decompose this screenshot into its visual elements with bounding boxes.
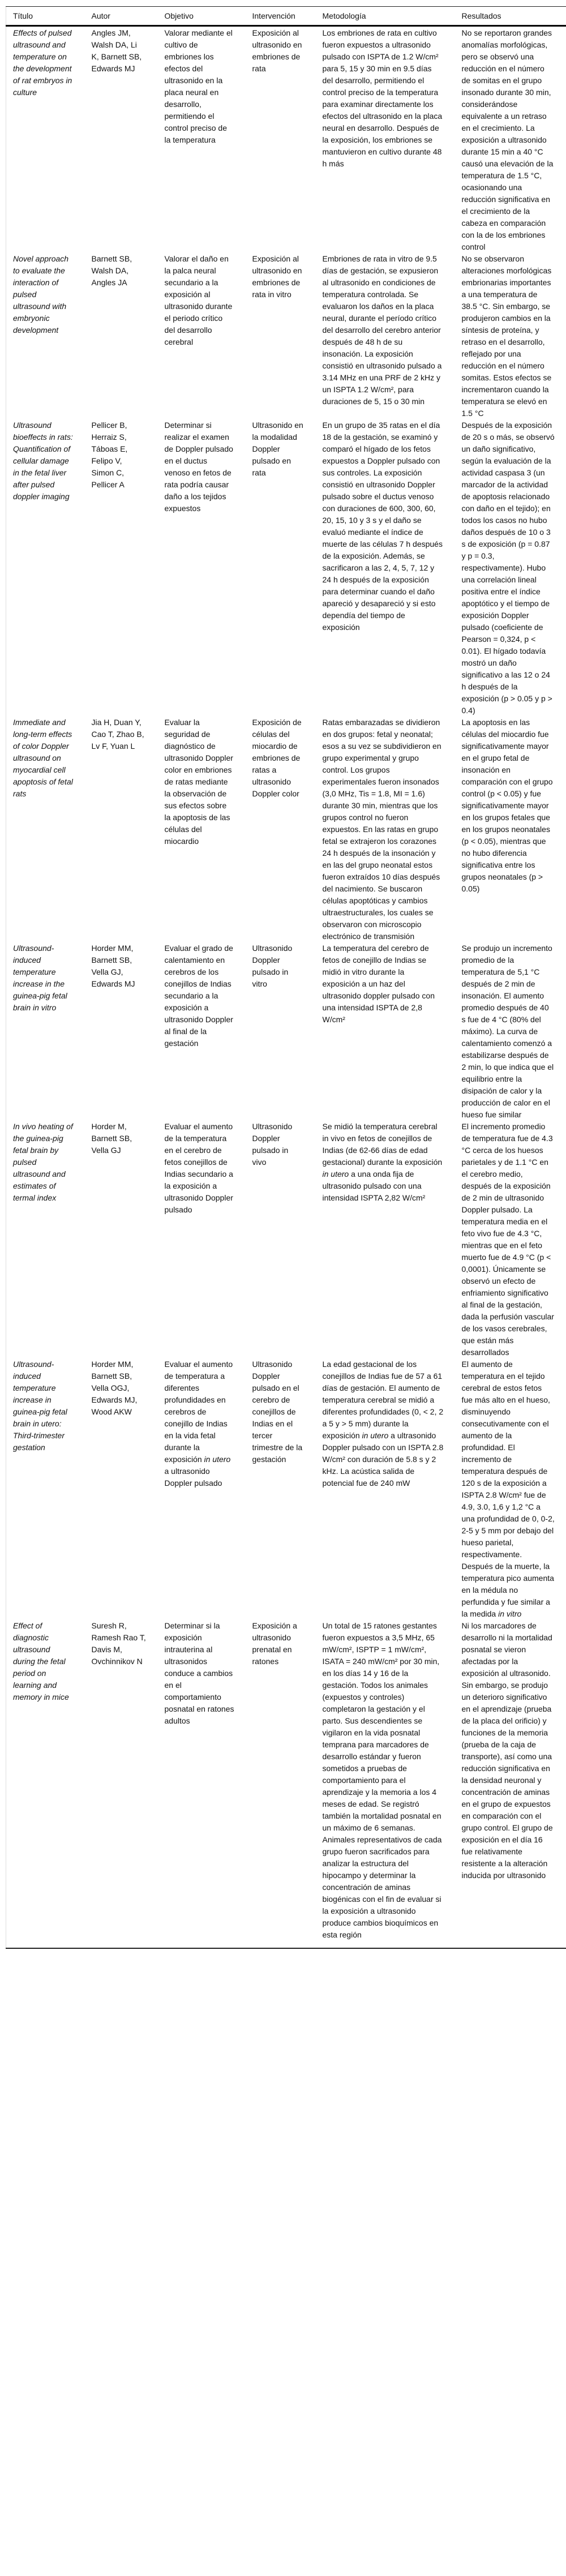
header-intervencion: Intervención [246,7,316,26]
cell-objetivo: Evaluar el grado de calentamiento en cerebros de los conejillos de Indias secundario a la exposición a ultrasonido Doppler al final de la gestación [164,944,233,1048]
cell-resultados: Después de la exposición de 20 s o más, se observó un daño significativo, según la evaluación de la actividad caspasa 3 (un marcador de la actividad de apoptosis relacionado con daño en el tejido); en todos los casos no hubo daños después de 10 o 3 s de exposición (p = 0.87 y p = 0.3, respectivamente). Hubo una correlación lineal positiva entre el índice apoptótico y el tiempo de exposición Doppler pulsado (coeficiente de Pearson = 0,324, p < 0.01). El hígado todavía mostró un daño significativo a las 12 o 24 h después de la exposición (p > 0.05 y p > 0.4) [461,421,555,715]
table-body [6,26,566,1949]
cell-titulo: Effects of pulsed ultrasound and temperature on the development of rat embryos in culture [13,28,72,97]
cell-autor: Angles JM, Walsh DA, Li K, Barnett SB, Edwards MJ [91,28,142,73]
cell-intervencion: Exposición de células del miocardio de embriones de ratas a ultrasonido Doppler color [252,718,302,798]
italic-term: in utero [204,1455,231,1464]
cell-intervencion: Ultrasonido en la modalidad Doppler pulsado en rata [252,421,303,477]
cell-objetivo: Determinar si realizar el examen de Doppler pulsado en el ductus venoso en fetos de rata podría causar daño a los tejidos expuestos [164,421,233,513]
cell-intervencion: Exposición a ultrasonido prenatal en ratones [252,1621,297,1666]
cell-autor: Horder MM, Barnett SB, Vella GJ, Edwards MJ [91,944,135,988]
cell-resultados: La apoptosis en las células del miocardio fue significativamente mayor en el grupo fetal de insonación en comparación con el grupo control (p < 0.05) y fue significativamente mayor en los grupos fetales que en los grupos neonatales (p < 0.05), mientras que no hubo diferencia significativa entre los grupos neonatales (p > 0.05) [461,718,553,893]
table-row [6,253,566,419]
cell-metodologia: Ratas embarazadas se dividieron en dos grupos: fetal y neonatal; esos a su vez se subdividieron en grupo experimental y grupo control. Los grupos experimentales fueron insonados (3,0 MHz, Tis = 1.8, MI = 1.6) durante 30 min, mientras que los grupos control no fueron expuestos. En las ratas en grupo fetal se extrajeron los corazones 24 h después de la insonación y en las del grupo neonatal estos fueron extraídos 10 días después del nacimiento. Se buscaron células apoptóticas y cambios ultraestructurales, los cuales se observaron con microscopio electrónico de transmisión [322,718,441,941]
cell-objetivo: Evaluar el aumento de la temperatura en el cerebro de fetos conejillos de Indias secundario a la exposición a ultrasonido Doppler pulsado [164,1122,233,1214]
header-titulo: Título [6,7,85,26]
table-row [6,26,566,254]
cell-autor: Barnett SB, Walsh DA, Angles JA [91,254,132,287]
table-row [6,1620,566,1948]
table-row [6,942,566,1121]
cell-objetivo: Determinar si la exposición intrauterina al ultrasonidos conduce a cambios en el comportamiento posnatal en ratones adultos [164,1621,234,1725]
cell-autor: Jia H, Duan Y, Cao T, Zhao B, Lv F, Yuan L [91,718,144,751]
cell-metodologia: Un total de 15 ratones gestantes fueron expuestos a 3,5 MHz, 65 mW/cm², ISPTP = 1 mW/cm², ISATA = 240 mW/cm² por 30 min, en los días 14 y 16 de la gestación. Todos los animales (expuestos y controles) completaron la gestación y el parto. Sus descendientes se vigilaron en la vida posnatal temprana para marcadores de desarrollo estándar y fueron sometidos a pruebas de comportamiento para el aprendizaje y la memoria a los 4 meses de edad. Se registró también la mortalidad posnatal en un máximo de 6 semanas. Animales representativos de cada grupo fueron sacrificados para analizar la estructura del hipocampo y determinar la concentración de aminas biogénicas con el fin de evaluar si la exposición a ultrasonido produce cambios bioquímicos en esta región [322,1621,442,1939]
header-objetivo: Objetivo [158,7,246,26]
italic-term: in utero [362,1431,389,1440]
cell-resultados: No se reportaron grandes anomalías morfológicas, pero se observó una reducción en el número de somitas en el grupo insonado durante 30 min, considerándose equivalente a un retraso en el crecimiento. La exposición a ultrasonido durante 15 min a 40 °C causó una elevación de la temperatura de 1.5 °C, ocasionando una reducción significativa en el crecimiento de la cabeza en comparación con la de los embriones control [461,28,554,251]
cell-objetivo: Valorar mediante el cultivo de embriones los efectos del ultrasonido en la placa neural en desarrollo, permitiendo el control preciso de la temperatura [164,28,233,144]
cell-metodologia: En un grupo de 35 ratas en el día 18 de la gestación, se examinó y comparó el hígado de los fetos expuestos a Doppler pulsado con sus controles. La exposición consistió en ultrasonido Doppler pulsado sobre el ductus venoso con duraciones de 600, 300, 60, 20, 15, 10 y 3 s y el daño se evaluó mediante el índice de muerte de las células 7 h después de la exposición. Además, se sacrificaron a las 2, 4, 5, 7, 12 y 24 h después de la exposición para determinar cuando el daño apareció y desapareció y si esto dependía del tiempo de exposición [322,421,443,632]
cell-titulo: Novel approach to evaluate the interaction of pulsed ultrasound with embryonic development [13,254,69,335]
cell-intervencion: Exposición al ultrasonido en embriones de rata [252,28,302,73]
cell-metodologia: Se midió la temperatura cerebral in vivo en fetos de conejillos de Indias (de 62-66 días de edad gestacional) durante la exposición in utero a una onda fija de ultrasonido pulsado con una intensidad ISPTA 2,82 W/cm² [322,1122,443,1202]
italic-term: in vitro [498,1609,522,1618]
cell-objetivo: Evaluar la seguridad de diagnóstico de ultrasonido Doppler color en embriones de ratas mediante la observación de sus efectos sobre la apoptosis de las células del miocardio [164,718,233,846]
cell-autor: Pellicer B, Herraiz S, Táboas E, Felipo V, Simon C, Pellicer A [91,421,128,489]
table-row [6,1121,566,1358]
cell-metodologia: Embriones de rata in vitro de 9.5 días de gestación, se expusieron al ultrasonido en condiciones de temperatura controlada. Se evaluaron los daños en la placa neural, durante el período crítico del desarrollo del cerebro anterior después de 48 h de su insonación. La exposición consistió en ultrasonido pulsado a 3.14 MHz en una PRF de 2 kHz y un ISPTA 1.2 W/cm², para duraciones de 5, 15 o 30 min [322,254,442,406]
cell-metodologia: La edad gestacional de los conejillos de Indias fue de 57 a 61 días de gestación. El aumento de temperatura cerebral se midió a diferentes profundidades (0, < 2, 2 a 5 y > 5 mm) durante la exposición in utero a ultrasonido Doppler pulsado con un ISPTA 2.8 W/cm² con duración de 5.8 s y 2 kHz. La acústica salida de potencial fue de 240 mW [322,1360,444,1488]
cell-intervencion: Ultrasonido Doppler pulsado en el cerebro de conejillos de Indias en el tercer trimestre de la gestación [252,1360,303,1464]
cell-resultados: No se observaron alteraciones morfológicas embrionarias importantes a una temperatura de 38.5 °C. Sin embargo, se produjeron cambios en la síntesis de proteína, y retraso en el desarrollo, reflejado por una reducción en el número somitas. Estos efectos se incrementaron cuando la temperatura se elevó en 1.5 °C [461,254,552,418]
cell-intervencion: Exposición al ultrasonido en embriones de rata in vitro [252,254,302,299]
cell-objetivo: Evaluar el aumento de temperatura a diferentes profundidades en cerebros de conejillo de Indias en la vida fetal durante la exposición in utero a ultrasonido Doppler pulsado [164,1360,233,1488]
cell-titulo: Ultrasound-induced temperature increase in guinea-pig fetal brain in utero: Third-trimester gestation [13,1360,67,1452]
cell-objetivo: Valorar el daño en la palca neural secundario a la exposición al ultrasonido durante el periodo crítico del desarrollo cerebral [164,254,233,346]
studies-table [6,6,566,1949]
cell-resultados: El incremento promedio de temperatura fue de 4.3 °C cerca de los huesos parietales y de 1.1 °C en el cerebro medio, después de la exposición de 2 min de ultrasonido Doppler pulsado. La temperatura media en el feto vivo fue de 4.3 °C, mientras que en el feto muerto fue de 4.9 °C (p < 0,0001). Únicamente se observó un efecto de enfriamiento significativo al final de la gestación, dada la perfusión vascular de los vasos cerebrales, que están más desarrollados [461,1122,554,1357]
cell-autor: Suresh R, Ramesh Rao T, Davis M, Ovchinnikov N [91,1621,146,1666]
cell-metodologia: Los embriones de rata en cultivo fueron expuestos a ultrasonido pulsado con ISPTA de 1.2 W/cm² para 5, 15 y 30 min en 9.5 días del desarrollo, permitiendo el control preciso de la temperatura para examinar directamente los efectos del ultrasonido en la placa neural en desarrollo. Después de la exposición, los embriones se mantuvieron en cultivo durante 48 h más [322,28,443,168]
table-row [6,419,566,717]
table-row [6,717,566,942]
cell-resultados: Ni los marcadores de desarrollo ni la mortalidad posnatal se vieron afectadas por la exposición al ultrasonido. Sin embargo, se produjo un deterioro significativo en el aprendizaje (prueba de la placa del orificio) y funciones de la memoria (prueba de la caja de transporte), así como una reducción significativa en la densidad neuronal y concentración de aminas en el grupo de expuestos en comparación con el grupo control. El grupo de exposición en el día 16 fue relativamente resistente a la alteración inducida por ultrasonido [461,1621,553,1880]
table-row [6,1358,566,1620]
cell-titulo: Ultrasound bioeffects in rats: Quantification of cellular damage in the fetal liver after pulsed doppler imaging [13,421,73,501]
italic-term: in utero [322,1169,349,1178]
header-metodologia: Metodología [316,7,455,26]
cell-titulo: Immediate and long-term effects of color Doppler ultrasound on myocardial cell apoptosis of fetal rats [13,718,73,798]
cell-resultados: Se produjo un incremento promedio de la temperatura de 5,1 °C después de 2 min de insonación. El aumento promedio después de 40 s fue de 4 °C (80% del máximo). La curva de calentamiento comenzó a estabilizarse después de 2 min, lo que indica que el equilibrio entre la disipación de calor y la producción de calor en el hueso fue similar [461,944,554,1119]
header-autor: Autor [85,7,158,26]
cell-titulo: Ultrasound-induced temperature increase in the guinea-pig fetal brain in vitro [13,944,67,1012]
cell-intervencion: Ultrasonido Doppler pulsado in vivo [252,1122,293,1167]
cell-resultados: El aumento de temperatura en el tejido cerebral de estos fetos fue más alto en el hueso, disminuyendo consecutivamente con el aumento de la profundidad. El incremento de temperatura después de 120 s de la exposición a ISPTA 2.8 W/cm² fue de 4.9, 3.0, 1,6 y 1,2 °C a una profundidad de 0, 0-2, 2-5 y 5 mm por debajo del hueso parietal, respectivamente. Después de la muerte, la temperatura pico aumenta en la médula no perfundida y fue similar a la medida in vitro [461,1360,555,1618]
cell-intervencion: Ultrasonido Doppler pulsado in vitro [252,944,293,988]
table-header-row [6,7,566,26]
cell-titulo: Effect of diagnostic ultrasound during the fetal period on learning and memory in mice [13,1621,69,1701]
cell-metodologia: La temperatura del cerebro de fetos de conejillo de Indias se midió in vitro durante la exposición a un haz del ultrasonido doppler pulsado con una intensidad ISPTA de 2,8 W/cm² [322,944,435,1024]
cell-autor: Horder MM, Barnett SB, Vella OGJ, Edwards MJ, Wood AKW [91,1360,138,1416]
cell-autor: Horder M, Barnett SB, Vella GJ [91,1122,132,1155]
cell-titulo: In vivo heating of the guinea-pig fetal brain by pulsed ultrasound and estimates of termal index [13,1122,73,1202]
header-resultados: Resultados [455,7,566,26]
